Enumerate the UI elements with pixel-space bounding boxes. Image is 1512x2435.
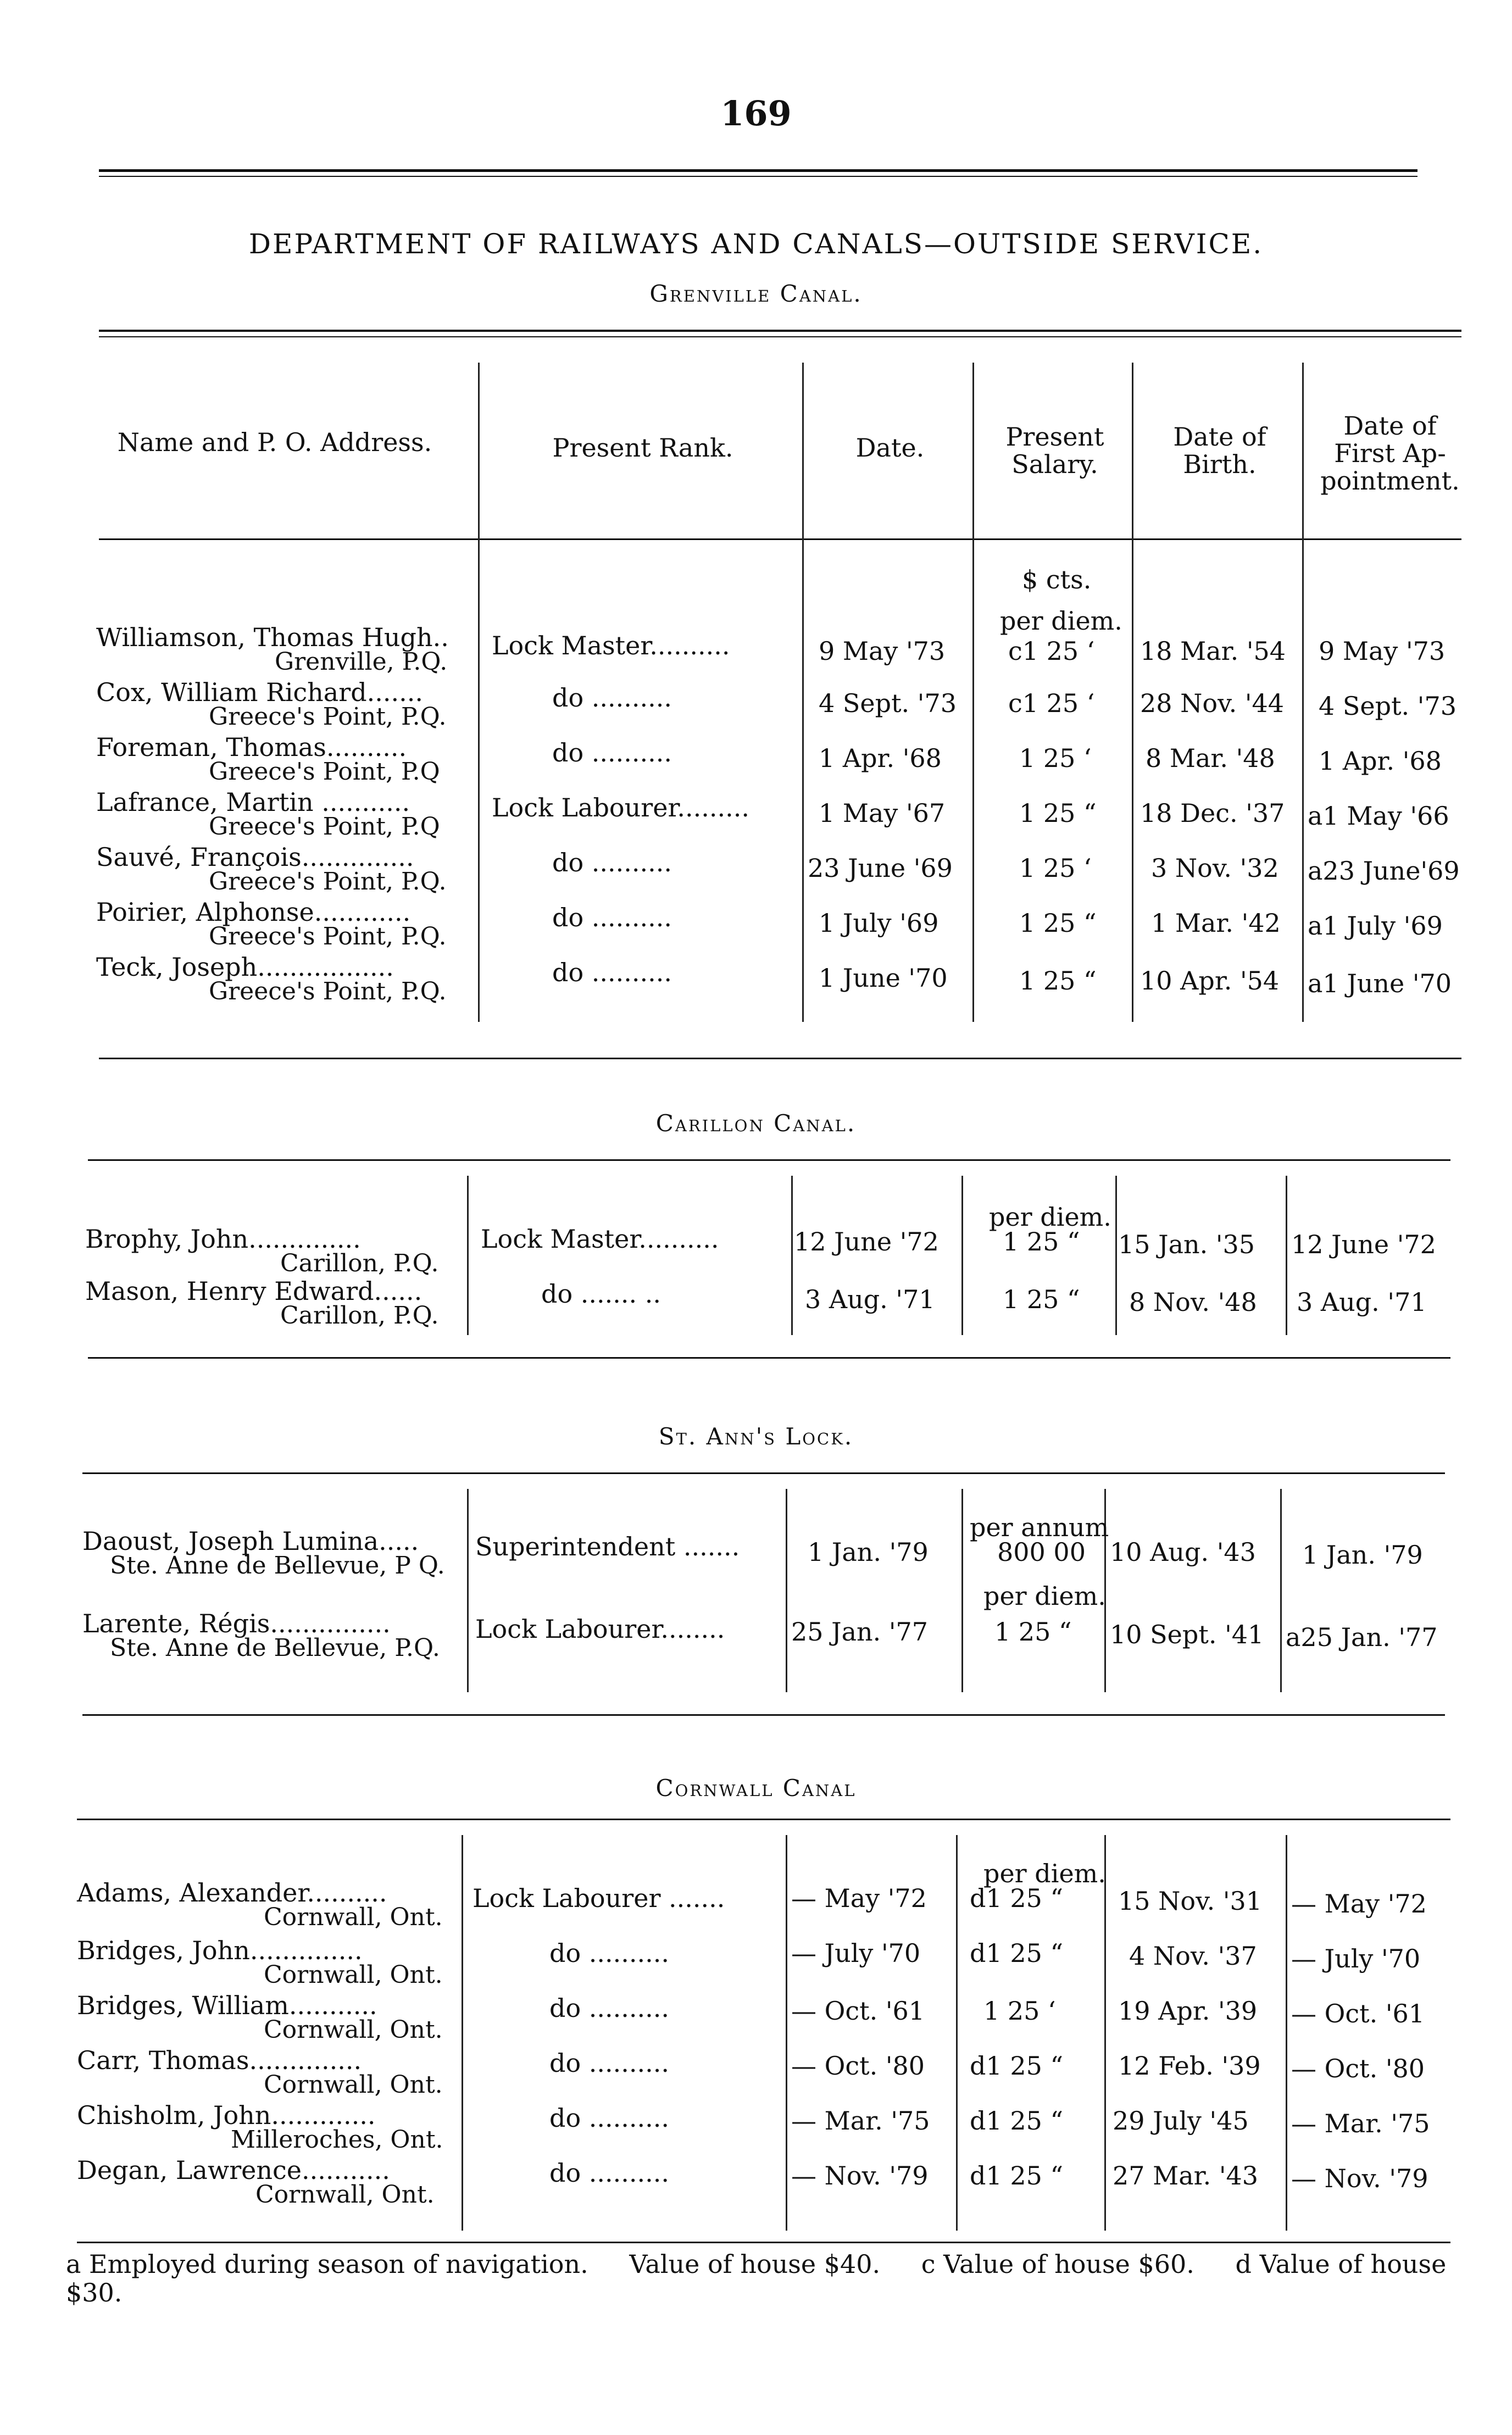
row-date: — Mar. '75 <box>791 2106 930 2136</box>
first-header-line1: Date of <box>1343 411 1437 441</box>
row-date: — July '70 <box>791 1938 921 1968</box>
row-first-appointment: — Nov. '79 <box>1291 2164 1428 2193</box>
row-date: 12 June '72 <box>794 1227 939 1257</box>
row-first-appointment: a1 June '70 <box>1308 969 1452 998</box>
birth-header-line2: Birth. <box>1183 449 1257 479</box>
row-salary: d1 25 “ <box>970 1938 1064 1968</box>
row-salary-note: per diem. <box>983 1581 1106 1611</box>
row-first-appointment: — Oct. '80 <box>1291 2054 1425 2083</box>
row-date: — Oct. '61 <box>791 1996 925 2026</box>
row-date: 4 Sept. '73 <box>819 688 957 718</box>
row-address: Greece's Point, P.Q. <box>209 977 447 1005</box>
section-title-carillon: Carillon Canal. <box>655 1110 857 1137</box>
column-divider <box>1132 363 1133 1022</box>
row-rank: do .......... <box>552 738 672 768</box>
row-rank: do .......... <box>549 2048 669 2078</box>
section-rule <box>77 1819 1450 1820</box>
section-rule <box>82 1472 1445 1474</box>
footnote-d: d Value of house $30. <box>66 2249 1447 2308</box>
row-salary: 1 25 “ <box>1019 966 1097 996</box>
section-title-grenville: Grenville Canal. <box>649 280 863 307</box>
row-salary-note: per annum <box>970 1513 1109 1542</box>
footnote-a: a Employed during season of navigation. <box>66 2249 588 2279</box>
row-first-appointment: 9 May '73 <box>1319 636 1446 666</box>
column-divider <box>1115 1176 1117 1335</box>
row-date: 1 Jan. '79 <box>808 1537 929 1567</box>
row-rank: Lock Master.......... <box>481 1224 719 1254</box>
row-rank: do .......... <box>552 958 672 987</box>
column-divider <box>467 1489 469 1692</box>
column-divider <box>802 363 804 1022</box>
row-date: 25 Jan. '77 <box>791 1617 929 1647</box>
column-divider <box>972 363 974 1022</box>
row-name: Bridges, John.............. <box>77 1936 363 1965</box>
row-rank: do .......... <box>549 1993 669 2023</box>
row-birth: 19 Apr. '39 <box>1118 1996 1258 2026</box>
salary-unit: $ cts. <box>1022 565 1092 594</box>
column-divider <box>956 1835 958 2231</box>
row-name: Larente, Régis............... <box>82 1609 391 1638</box>
section-rule <box>88 1159 1450 1161</box>
column-divider <box>1302 363 1304 1022</box>
salary-note: per diem. <box>983 1859 1106 1888</box>
row-address: Grenville, P.Q. <box>275 648 448 676</box>
row-birth: 15 Nov. '31 <box>1118 1886 1263 1916</box>
column-header-birth <box>1137 423 1302 478</box>
row-address: Carillon, P.Q. <box>280 1302 439 1330</box>
row-salary: 1 25 ‘ <box>1019 853 1092 883</box>
row-first-appointment: a1 July '69 <box>1308 911 1443 941</box>
page-heading: DEPARTMENT OF RAILWAYS AND CANALS—OUTSIDE SERVICE. <box>248 228 1264 260</box>
row-rank: do .......... <box>549 1938 669 1968</box>
row-birth: 29 July '45 <box>1113 2106 1249 2136</box>
row-address: Greece's Point, P.Q. <box>209 868 447 896</box>
row-address: Cornwall, Ont. <box>264 1961 443 1989</box>
row-first-appointment: a23 June'69 <box>1308 856 1460 886</box>
row-name: Mason, Henry Edward...... <box>85 1276 423 1306</box>
row-first-appointment: 12 June '72 <box>1291 1230 1436 1259</box>
row-name: Poirier, Alphonse............ <box>96 897 411 927</box>
row-birth: 15 Jan. '35 <box>1118 1230 1255 1259</box>
section-rule <box>99 1058 1461 1059</box>
row-salary: d1 25 “ <box>970 2051 1064 2081</box>
row-address: Cornwall, Ont. <box>264 2071 443 2099</box>
row-address: Greece's Point, P.Q <box>209 813 440 841</box>
row-name: Williamson, Thomas Hugh.. <box>96 622 449 652</box>
row-name: Adams, Alexander.......... <box>77 1878 387 1908</box>
header-rule-top <box>99 330 1461 332</box>
row-date: 23 June '69 <box>808 853 953 883</box>
row-birth: 28 Nov. '44 <box>1140 688 1285 718</box>
row-date: — May '72 <box>791 1883 927 1913</box>
row-salary: c1 25 ‘ <box>1008 688 1095 718</box>
column-divider <box>786 1835 787 2231</box>
row-rank: Lock Labourer........ <box>475 1614 725 1644</box>
column-divider <box>467 1176 469 1335</box>
header-rule-bottom <box>99 538 1461 540</box>
row-birth: 10 Apr. '54 <box>1140 966 1280 996</box>
row-salary: 1 25 ‘ <box>983 1996 1056 2026</box>
section-title-cornwall: Cornwall Canal <box>655 1775 857 1802</box>
row-address: Cornwall, Ont. <box>264 1903 443 1931</box>
header-rule-top-2 <box>99 336 1461 337</box>
row-date: 3 Aug. '71 <box>805 1285 935 1314</box>
row-date: — Oct. '80 <box>791 2051 925 2081</box>
section-rule <box>82 1714 1445 1716</box>
row-rank: Superintendent ....... <box>475 1532 740 1561</box>
row-address: Greece's Point, P.Q. <box>209 703 447 731</box>
row-address: Ste. Anne de Bellevue, P.Q. <box>110 1634 440 1662</box>
row-first-appointment: — July '70 <box>1291 1944 1421 1973</box>
row-name: Cox, William Richard....... <box>96 677 424 707</box>
row-salary: 1 25 “ <box>994 1617 1072 1647</box>
row-first-appointment: — Mar. '75 <box>1291 2109 1430 2138</box>
row-rank: Lock Labourer......... <box>492 793 749 822</box>
column-divider <box>786 1489 787 1692</box>
row-date: 1 June '70 <box>819 963 948 993</box>
column-header-date: Date. <box>855 433 925 463</box>
row-name: Bridges, William........... <box>77 1991 377 2020</box>
row-date: 1 May '67 <box>819 798 946 828</box>
row-rank: do .......... <box>552 903 672 932</box>
row-name: Carr, Thomas.............. <box>77 2045 362 2075</box>
row-name: Chisholm, John............. <box>77 2100 376 2130</box>
row-salary: 1 25 “ <box>1003 1285 1080 1314</box>
row-salary: c1 25 ‘ <box>1008 636 1095 666</box>
row-birth: 8 Nov. '48 <box>1129 1287 1257 1317</box>
column-header-rank: Present Rank. <box>552 433 733 463</box>
row-salary: 800 00 <box>997 1537 1086 1567</box>
row-first-appointment: — May '72 <box>1291 1889 1427 1919</box>
row-salary: 1 25 “ <box>1003 1227 1080 1257</box>
column-divider <box>791 1176 793 1335</box>
column-divider <box>462 1835 463 2231</box>
row-first-appointment: a1 May '66 <box>1308 801 1449 831</box>
column-header-salary <box>978 423 1132 478</box>
row-name: Daoust, Joseph Lumina..... <box>82 1526 419 1556</box>
row-first-appointment: — Oct. '61 <box>1291 1999 1425 2028</box>
row-salary: d1 25 “ <box>970 2161 1064 2191</box>
birth-header-line1: Date of <box>1173 422 1266 452</box>
row-rank: do .......... <box>552 683 672 713</box>
row-date: 1 Apr. '68 <box>819 743 942 773</box>
row-first-appointment: a25 Jan. '77 <box>1286 1622 1438 1652</box>
row-first-appointment: 4 Sept. '73 <box>1319 691 1457 721</box>
row-name: Sauvé, François.............. <box>96 842 414 872</box>
row-rank: do .......... <box>549 2158 669 2188</box>
row-address: Ste. Anne de Bellevue, P Q. <box>110 1552 445 1580</box>
row-first-appointment: 1 Apr. '68 <box>1319 746 1442 776</box>
column-header-name: Name and P. O. Address. <box>117 427 432 457</box>
row-rank: Lock Labourer ....... <box>472 1883 725 1913</box>
row-birth: 10 Aug. '43 <box>1110 1537 1256 1567</box>
column-divider <box>1286 1835 1287 2231</box>
row-address: Milleroches, Ont. <box>231 2126 443 2154</box>
column-header-first <box>1308 412 1472 494</box>
row-name: Foreman, Thomas.......... <box>96 732 407 762</box>
row-address: Carillon, P.Q. <box>280 1249 439 1277</box>
row-name: Brophy, John.............. <box>85 1224 361 1254</box>
row-birth: 12 Feb. '39 <box>1118 2051 1261 2081</box>
first-header-line2: First Ap- <box>1334 438 1446 468</box>
footnote-b: Value of house $40. <box>629 2249 881 2279</box>
row-salary: 1 25 “ <box>1019 798 1097 828</box>
row-salary: d1 25 “ <box>970 2106 1064 2136</box>
footnote <box>66 2250 1461 2307</box>
row-name: Teck, Joseph................. <box>96 952 394 982</box>
top-rule-thick <box>99 169 1418 172</box>
salary-note: per diem. <box>1000 606 1122 636</box>
row-birth: 10 Sept. '41 <box>1110 1620 1264 1649</box>
row-first-appointment: 1 Jan. '79 <box>1302 1540 1423 1570</box>
column-divider <box>1286 1176 1287 1335</box>
row-address: Cornwall, Ont. <box>264 2016 443 2044</box>
column-divider <box>1280 1489 1282 1692</box>
row-rank: do .......... <box>549 2103 669 2133</box>
row-birth: 3 Nov. '32 <box>1151 853 1279 883</box>
section-title-st-anns: St. Ann's Lock. <box>658 1423 854 1450</box>
salary-note: per diem. <box>989 1202 1111 1232</box>
row-birth: 4 Nov. '37 <box>1129 1941 1257 1971</box>
row-address: Greece's Point, P.Q. <box>209 922 447 950</box>
row-name: Lafrance, Martin ........... <box>96 787 410 817</box>
row-rank: do .......... <box>552 848 672 877</box>
row-birth: 8 Mar. '48 <box>1146 743 1275 773</box>
section-rule <box>88 1357 1450 1359</box>
row-first-appointment: 3 Aug. '71 <box>1297 1287 1427 1317</box>
salary-header-line2: Salary. <box>1011 449 1098 479</box>
column-divider <box>478 363 480 1022</box>
row-date: 1 July '69 <box>819 908 939 938</box>
page-number: 169 <box>720 93 792 134</box>
column-divider <box>961 1489 963 1692</box>
row-address: Greece's Point, P.Q <box>209 758 440 786</box>
row-rank: do ....... .. <box>541 1279 661 1309</box>
row-rank: Lock Master.......... <box>492 631 730 660</box>
row-birth: 18 Dec. '37 <box>1140 798 1285 828</box>
row-date: 9 May '73 <box>819 636 946 666</box>
salary-header-line1: Present <box>1005 422 1104 452</box>
row-birth: 18 Mar. '54 <box>1140 636 1286 666</box>
row-salary: 1 25 ‘ <box>1019 743 1092 773</box>
column-divider <box>1104 1835 1106 2231</box>
footnote-rule <box>77 2242 1450 2243</box>
footnote-c: c Value of house $60. <box>921 2249 1194 2279</box>
first-header-line3: pointment. <box>1320 466 1460 496</box>
top-rule-thin <box>99 176 1418 177</box>
row-salary: 1 25 “ <box>1019 908 1097 938</box>
column-divider <box>961 1176 963 1335</box>
row-birth: 27 Mar. '43 <box>1113 2161 1259 2191</box>
row-birth: 1 Mar. '42 <box>1151 908 1281 938</box>
row-address: Cornwall, Ont. <box>255 2181 435 2209</box>
row-date: — Nov. '79 <box>791 2161 929 2191</box>
row-salary: d1 25 “ <box>970 1883 1064 1913</box>
row-name: Degan, Lawrence........... <box>77 2155 390 2185</box>
